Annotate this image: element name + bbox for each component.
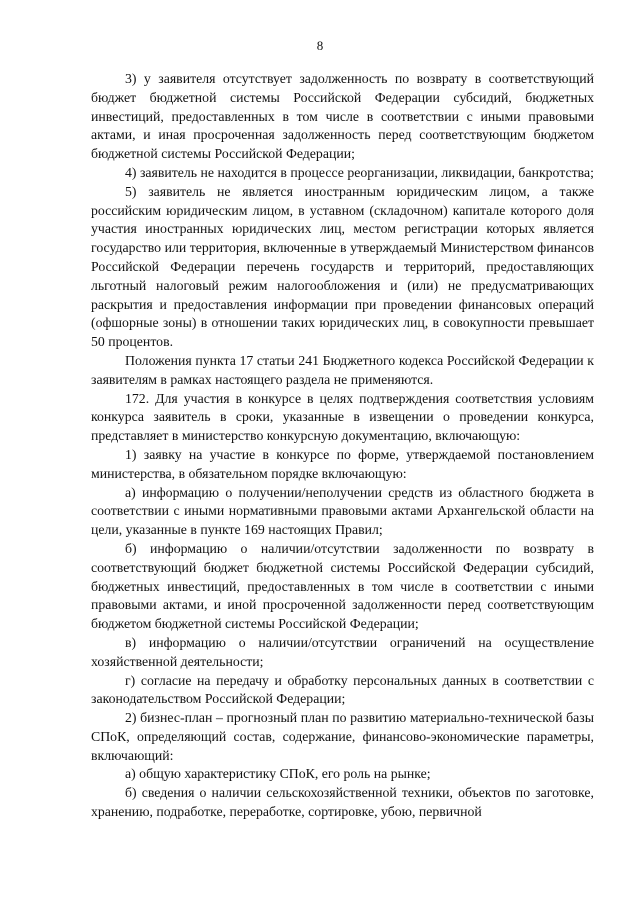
paragraph-application-form: 1) заявку на участие в конкурсе по форме, утверждаемой постановлением министерства, в обязательном порядке включающую: [91, 446, 594, 481]
paragraph-subitem-b-equipment: б) сведения о наличии сельскохозяйственной техники, объектов по заготовке, хранению, подработке, переработке, сортировке, убою, первичной [91, 785, 594, 820]
paragraph-subitem-g-consent: г) согласие на передачу и обработку персональных данных в соответствии с законодательством Российской Федерации; [91, 672, 594, 707]
paragraph-budget-code-note: Положения пункта 17 статьи 241 Бюджетного кодекса Российской Федерации к заявителям в рамках настоящего раздела не применяются. [91, 352, 594, 387]
paragraph-subitem-a-funds: а) информацию о получении/неполучении средств из областного бюджета в соответствии с иными нормативными правовыми актами Архангельской области на цели, указанные в пункте 169 настоящих Правил; [91, 484, 594, 538]
paragraph-business-plan: 2) бизнес-план – прогнозный план по развитию материально-технической базы СПоК, определяющий состав, содержание, финансово-экономические параметры, включающий: [91, 710, 594, 763]
page-number: 8 [316, 38, 324, 53]
paragraph-subitem-a-characteristics: а) общую характеристику СПоК, его роль на рынке; [125, 766, 431, 782]
paragraph-item-4: 4) заявитель не находится в процессе реорганизации, ликвидации, банкротства; [125, 164, 594, 180]
paragraph-subitem-v-restrictions: в) информацию о наличии/отсутствии ограничений на осуществление хозяйственной деятельности; [91, 634, 594, 669]
paragraph-clause-172: 172. Для участия в конкурсе в целях подтверждения соответствия условиям конкурса заявитель в сроки, указанные в извещении о проведении конкурса, представляет в министерство конкурсную документацию, включающую: [91, 390, 594, 444]
paragraph-item-3: 3) у заявителя отсутствует задолженность по возврату в соответствующий бюджет бюджетной системы Российской Федерации субсидий, бюджетных инвестиций, предоставленных в том числе в соответствии с иными правовыми актами, и иная просроченная задолженность перед соответствующим бюджетом бюджетной системы Российской Федерации; [91, 71, 594, 162]
document-body [91, 70, 594, 822]
paragraph-subitem-b-debt: б) информацию о наличии/отсутствии задолженности по возврату в соответствующий бюджет бюджетной системы Российской Федерации субсидий, бюджетных инвестиций, предоставленных в том числе в соответствии с иными правовыми актами, и иной просроченной задолженности перед соответствующим бюджетом бюджетной системы Российской Федерации; [91, 540, 594, 632]
paragraph-item-5: 5) заявитель не является иностранным юридическим лицом, а также российским юридическим лицом, в уставном (складочном) капитале которого доля участия иностранных юридических лиц, местом регистрации которых является государство или территория, включенные в утверждаемый Министерством финансов Российской Федерации перечень государств и территорий, предоставляющих льготный налоговый режим налогообложения и (или) не предусматривающих раскрытия и предоставления информации при проведении финансовых операций (офшорные зоны) в отношении таких юридических лиц, в совокупности превышает 50 процентов. [91, 183, 594, 350]
